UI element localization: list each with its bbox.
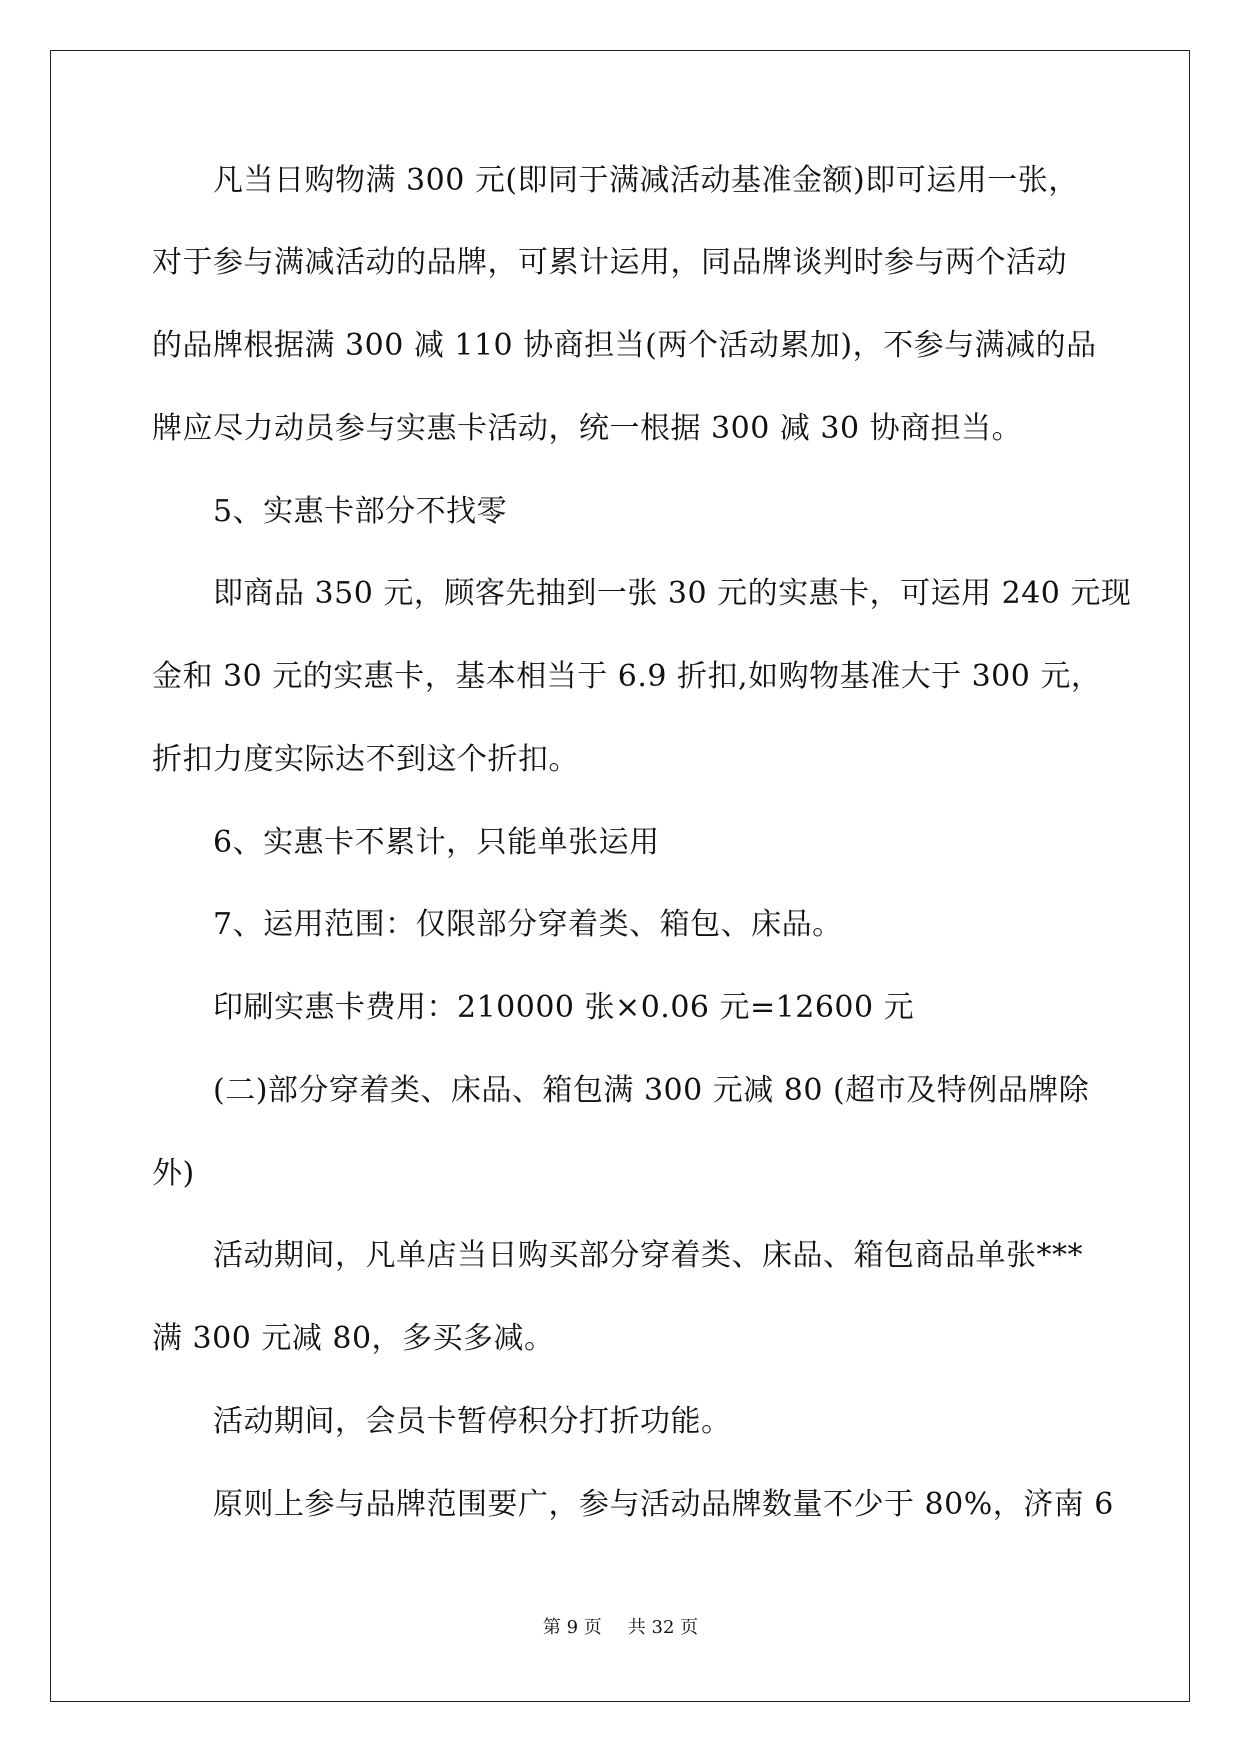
paragraph-line: 活动期间，凡单店当日购买部分穿着类、床品、箱包商品单张*** [213,1238,1083,1273]
paragraph-line: 印刷实惠卡费用：210000 张×0.06 元=12600 元 [213,990,915,1025]
paragraph-line: 即商品 350 元，顾客先抽到一张 30 元的实惠卡，可运用 240 元现 [213,576,1132,611]
section-heading: (二)部分穿着类、床品、箱包满 300 元减 80 (超市及特例品牌除 [213,1073,1090,1108]
paragraph-line: 的品牌根据满 300 减 110 协商担当(两个活动累加)，不参与满减的品 [152,328,1097,363]
page-border [50,50,1190,1702]
paragraph-line: 对于参与满减活动的品牌，可累计运用，同品牌谈判时参与两个活动 [152,245,1067,280]
section-heading: 5、实惠卡部分不找零 [213,494,508,529]
paragraph-line: 原则上参与品牌范围要广，参与活动品牌数量不少于 80%，济南 6 [213,1487,1114,1522]
paragraph-line: 金和 30 元的实惠卡，基本相当于 6.9 折扣,如购物基准大于 300 元， [152,659,1102,694]
paragraph-line: 折扣力度实际达不到这个折扣。 [152,742,579,777]
paragraph-line: 外) [152,1156,195,1191]
paragraph-line: 牌应尽力动员参与实惠卡活动，统一根据 300 减 30 协商担当。 [152,411,1023,446]
paragraph-line: 满 300 元减 80，多买多减。 [152,1321,555,1356]
page-total: 共 32 页 [627,1617,699,1638]
page-number: 第 9 页 [542,1617,602,1638]
paragraph-line: 凡当日购物满 300 元(即同于满减活动基准金额)即可运用一张， [213,163,1079,198]
section-heading: 7、运用范围：仅限部分穿着类、箱包、床品。 [213,907,843,942]
section-heading: 6、实惠卡不累计，只能单张运用 [213,825,660,860]
paragraph-line: 活动期间，会员卡暂停积分打折功能。 [213,1404,732,1439]
page-footer [0,1617,1241,1639]
